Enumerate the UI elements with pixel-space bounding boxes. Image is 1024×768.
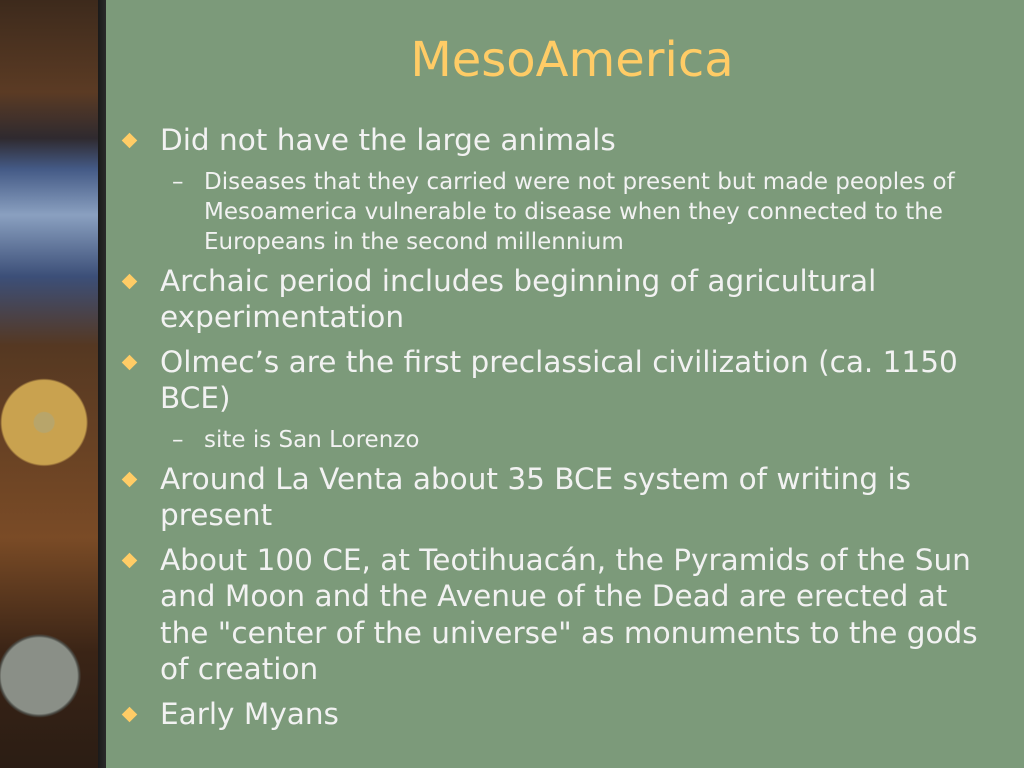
bullet-item — [120, 542, 1000, 688]
bullet-item — [120, 344, 1000, 417]
bullet-item — [120, 122, 1000, 159]
bullet-item — [120, 263, 1000, 336]
diamond-bullet-icon — [122, 354, 138, 370]
bullet-text: Archaic period includes beginning of agricultural experimentation — [160, 263, 877, 334]
diamond-bullet-icon — [122, 552, 138, 568]
diamond-bullet-icon — [122, 471, 138, 487]
bullet-item — [120, 696, 1000, 733]
slide-title: MesoAmerica — [410, 32, 734, 88]
decorative-image-strip — [0, 0, 98, 768]
bullet-text: Did not have the large animals — [160, 123, 616, 157]
sub-bullet-item — [120, 425, 1000, 455]
bullet-item — [120, 461, 1000, 534]
dash-marker: – — [172, 426, 184, 453]
bullet-text: About 100 CE, at Teotihuacán, the Pyramids of the Sun and Moon and the Avenue of the Dead are erected at the "center of the universe" as monuments to the gods of creation — [160, 542, 978, 686]
dash-marker: – — [172, 168, 184, 195]
sub-bullet-text: site is San Lorenzo — [204, 426, 420, 453]
bullet-text: Olmec’s are the first preclassical civilization (ca. 1150 BCE) — [160, 344, 958, 415]
sub-bullet-text: Diseases that they carried were not present but made peoples of Mesoamerica vulnerable to disease when they connected to the Europeans in the second millennium — [204, 168, 955, 255]
diamond-bullet-icon — [122, 273, 138, 289]
diamond-bullet-icon — [122, 706, 138, 722]
bullet-text: Early Myans — [160, 696, 339, 731]
bullet-list — [120, 122, 1000, 740]
bullet-text: Around La Venta about 35 BCE system of writing is present — [160, 461, 912, 532]
sub-bullet-item — [120, 167, 1000, 257]
diamond-bullet-icon — [122, 133, 138, 149]
